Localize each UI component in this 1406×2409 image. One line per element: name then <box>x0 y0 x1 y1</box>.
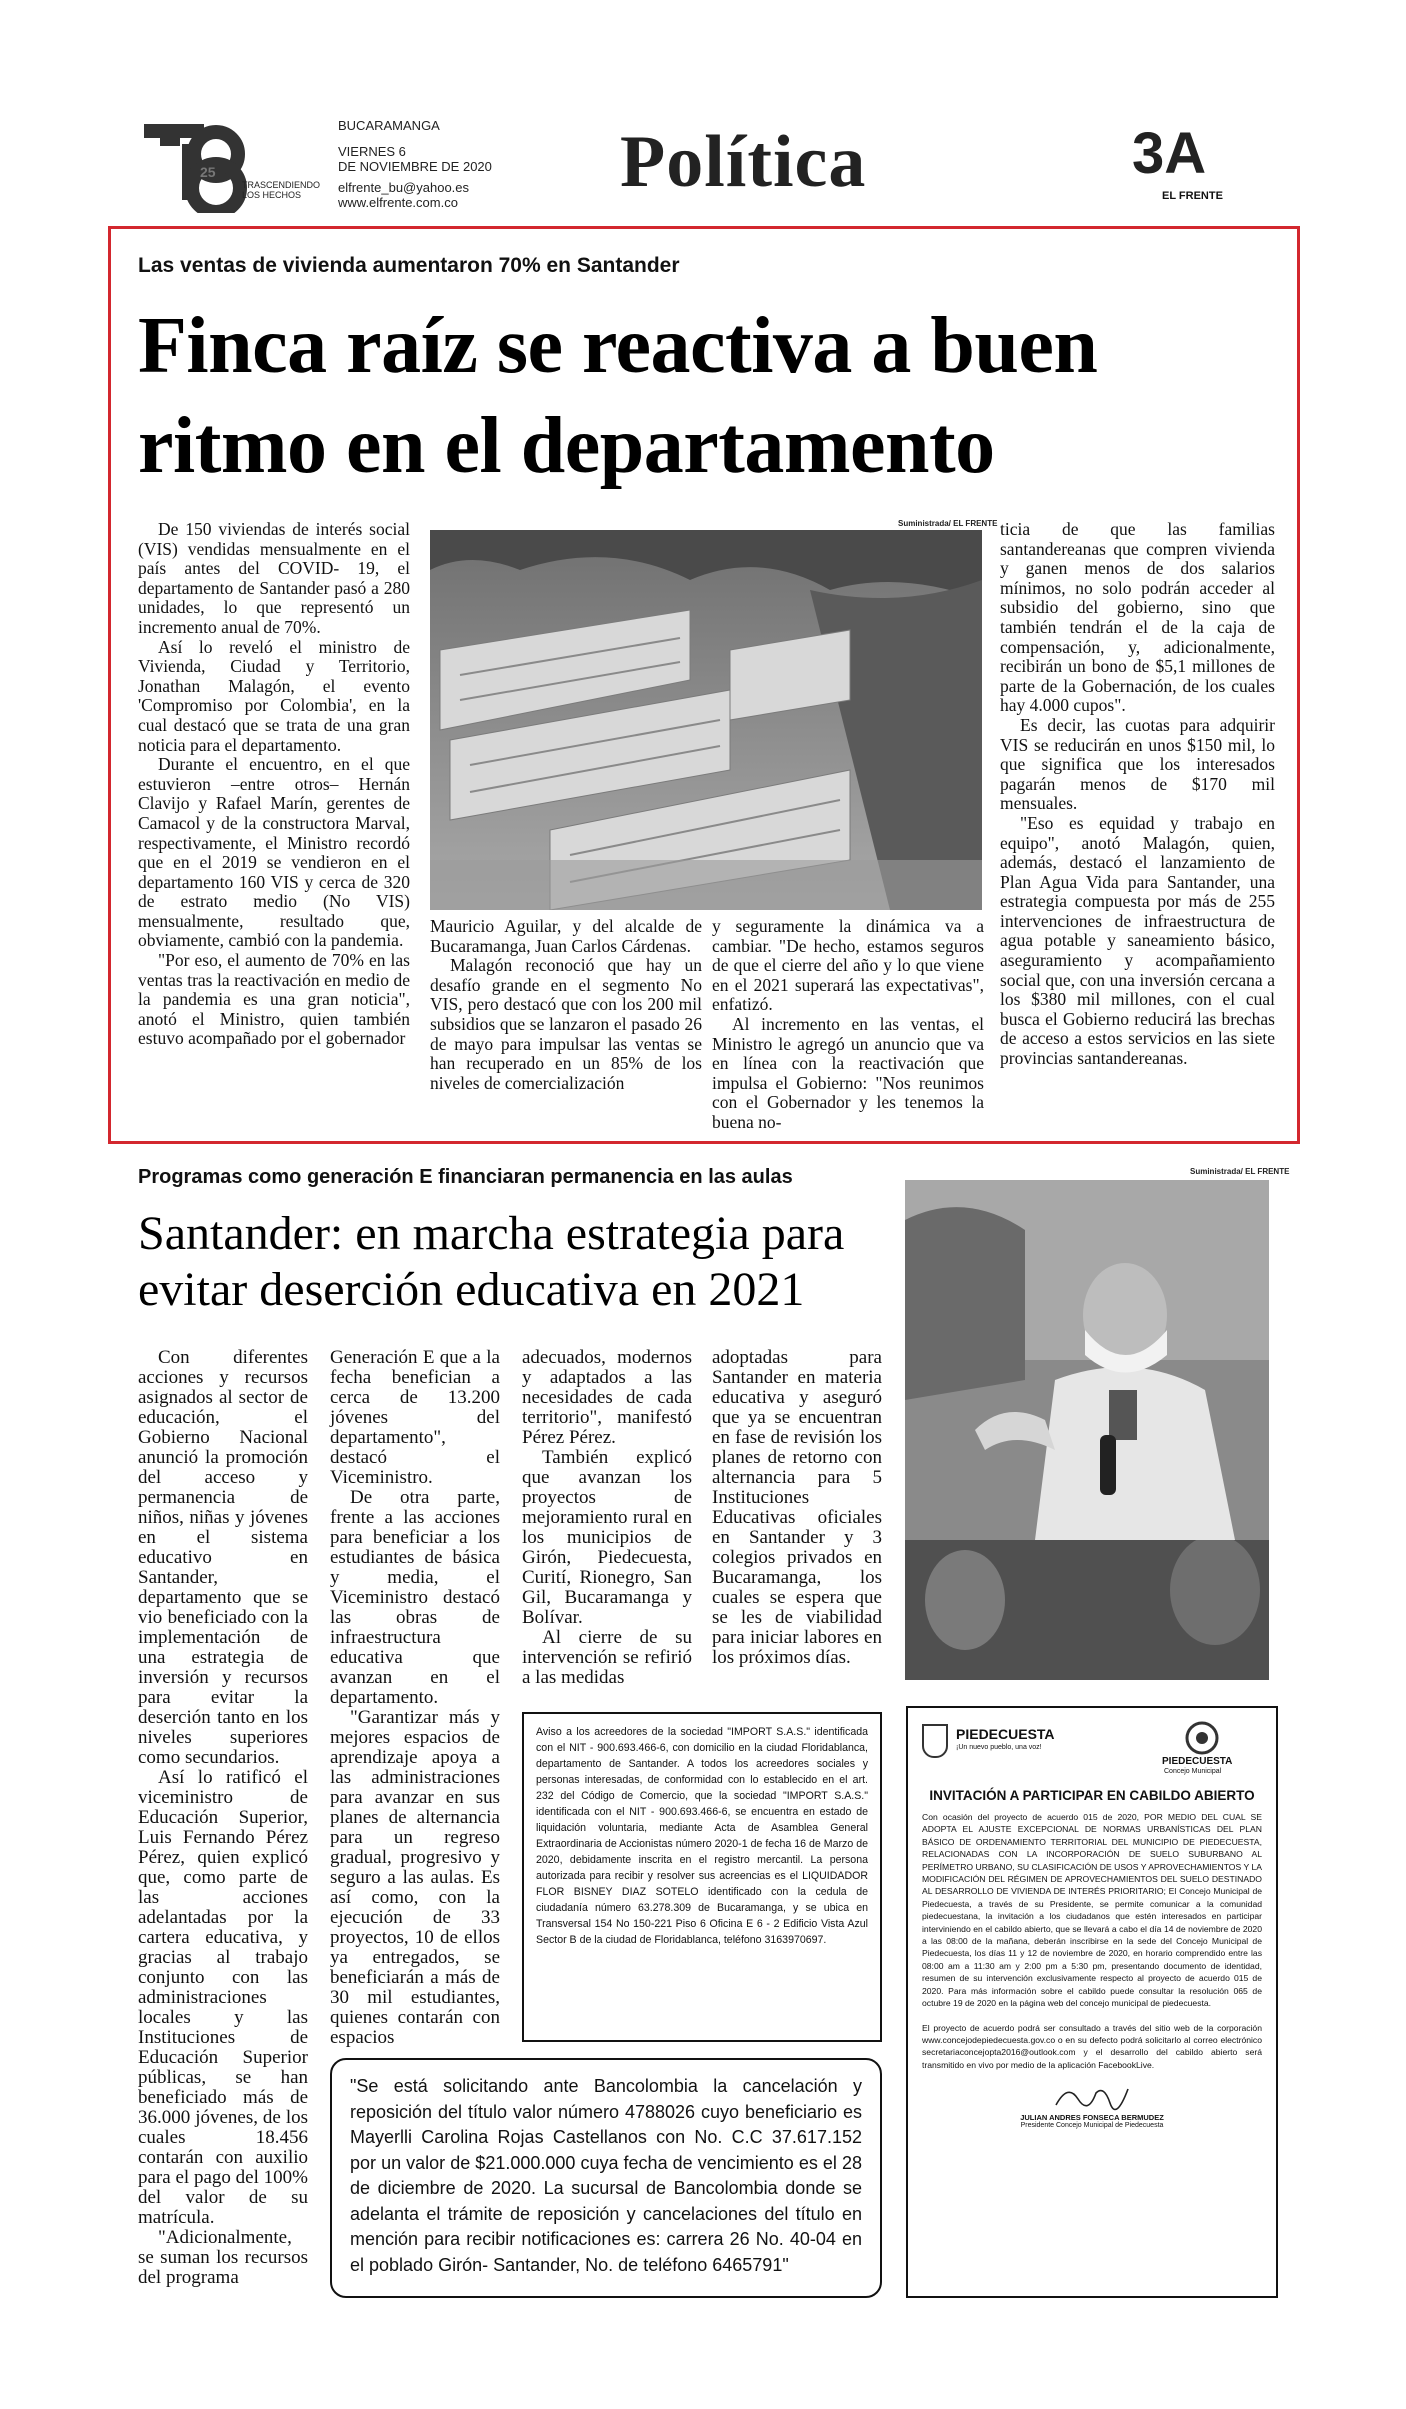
speaker-photo-illustration <box>905 1180 1269 1680</box>
article2-column-4 <box>712 1348 882 1668</box>
cabildo-logo-right-name: PIEDECUESTA <box>1162 1756 1233 1767</box>
cabildo-signer-name: JULIAN ANDRES FONSECA BERMUDEZ <box>1020 2113 1164 2123</box>
vice-minister-photo <box>905 1180 1269 1680</box>
article1-paragraph: ticia de que las familias santandereanas que compren vivienda y ganen menos de dos salarios mínimos, no solo podrán acceder al subsidio del gobierno, sino que también tendrán el de la caja de compensación, y, adicionalmente, recibirán un bono de $5,1 millones de parte de la Gobernación, de los cuales hay 4.000 cupos". <box>1000 519 1275 716</box>
article2-headline-line2: evitar deserción educativa en 2021 <box>138 1263 805 1316</box>
article1-column-1 <box>138 520 410 1049</box>
article2-paragraph: También explicó que avanzan los proyectos de mejoramiento rural en los municipios de Girón, Piedecuesta, Curití, Rionegro, San Gil, Bucaramanga y Bolívar. <box>522 1447 692 1628</box>
newspaper-logo <box>140 118 320 213</box>
article1-paragraph: Malagón reconoció que hay un desafío grande en el segmento No VIS, pero destacó que con los 200 mil subsidios que se lanzaron el pasado 26 de mayo para impulsar las ventas se han recuperado en un 85% de los niveles de comercialización <box>430 955 702 1093</box>
cabildo-signer-title: Presidente Concejo Municipal de Piedecuesta <box>1020 2122 1164 2130</box>
page-paper-name: EL FRENTE <box>1162 190 1223 202</box>
article1-paragraph: Es decir, las cuotas para adquirir VIS se reducirán en unos $150 mil, lo que significa que los interesados pagarán menos de $170 mil mensuales. <box>1000 714 1275 814</box>
article2-paragraph: Al cierre de su intervención se refirió a las medidas <box>522 1627 692 1688</box>
article2-photo-credit: Suministrada/ EL FRENTE <box>1190 1167 1290 1176</box>
article2-paragraph: adoptadas para Santander en materia educativa y aseguró que ya se encuentran en fase de revisión los planes de retorno con alternancia para 5 Instituciones Educativas oficiales en Santander y 3 colegios privados en Bucaramanga, los cuales se espera que se les de viabilidad para iniciar labores en los próximos días. <box>712 1347 882 1668</box>
article2-column-3 <box>522 1348 692 1688</box>
article1-paragraph: Durante el encuentro, en el que estuvieron –entre otros– Hernán Clavijo y Rafael Marín, gerentes de Camacol y de la constructora Marval, respectivamente, el Ministro recordó que en el 2019 se vendieron en el departamento 160 VIS y cerca de 320 de estrato medio (No VIS) mensualmente, resultado que, obviamente, cambió con la pandemia. <box>138 754 410 951</box>
page-number: 3A <box>1132 121 1207 186</box>
masthead-city: BUCARAMANGA <box>338 118 440 133</box>
article1-column-3 <box>712 917 984 1133</box>
article1-paragraph: Mauricio Aguilar, y del alcalde de Bucaramanga, Juan Carlos Cárdenas. <box>430 916 702 956</box>
article1-paragraph: Así lo reveló el ministro de Vivienda, Ciudad y Territorio, Jonathan Malagón, el evento 'Compromiso por Colombia', en la cual destacó que se trata de una gran noticia para el departamento. <box>138 636 410 755</box>
cabildo-outro: El proyecto de acuerdo podrá ser consultado a través del sitio web de la corporación www.concejodepiedecuesta.gov.co o en su defecto podrá solicitarlo al correo electrónico secretariaconcejopta2016@outlook.com y el desarrollo del cabildo abierto será transmitido en vivo por medio de la aplicación FacebookLive. <box>922 2022 1262 2070</box>
article2-column-2 <box>330 1348 500 2048</box>
masthead-email[interactable]: elfrente_bu@yahoo.es <box>338 180 470 195</box>
cabildo-logo-left-name: PIEDECUESTA <box>956 1726 1055 1742</box>
article1-paragraph: "Por eso, el aumento de 70% en las ventas tras la reactivación en medio de la pandemia es una gran noticia", anotó el Ministro, quien también estuvo acompañado por el gobernador <box>138 950 410 1049</box>
logo-years: 25 <box>200 164 216 180</box>
cabildo-intro: Con ocasión del proyecto de acuerdo 015 de 2020, POR MEDIO DEL CUAL SE ADOPTA EL AJUSTE EXCEPCIONAL DE NORMAS URBANÍSTICAS DEL PLAN BÁSICO DE ORDENAMIENTO TERRITORIAL DEL MUNICIPIO DE PIEDECUESTA, RELACIONADAS CON LA INCORPORACIÓN DE SUELO SUBURBANO AL PERÍMETRO URBANO, SU CLASIFICACIÓN DE USOS Y APROVECHAMIENTOS Y LA MODIFICACIÓN DEL RÉGIMEN DE APROVECHAMIENTOS DEL SUELO DESTINADO AL DESARROLLO DE VIVIENDA DE INTERÉS PRIORITARIO; El Concejo Municipal de Piedecuesta, a través de su Presidente, se permite comunicar a la comunidad piedecuestana, la invitación a los ciudadanos que estén interesados en participar interviniendo en el cabildo abierto, que se llevará a cabo el día 14 de noviembre de 2020 a las 08:00 de la mañana, deberán inscribirse en la sede del Concejo Municipal de Piedecuesta, los días 11 y 12 de noviembre de 2020, en horario comprendido entre las 08:00 am a 11:30 am y 2:00 pm a 5:30 pm, presentando documento de identidad, resumen de su intervención exclusivamente respecto al proyecto de acuerdo 015 de 2020. Para más información sobre el cabildo puede consultar la resolución 065 de octubre 19 de 2020 en la página web del concejo municipal de piedecuesta. <box>922 1812 1262 2009</box>
cabildo-logo-right-tagline: Concejo Municipal <box>1164 1768 1222 1775</box>
article1-photo-credit: Suministrada/ EL FRENTE <box>898 519 998 528</box>
article1-headline <box>138 296 1288 496</box>
housing-photo-illustration <box>430 530 982 910</box>
article2-paragraph: "Adicionalmente, se suman los recursos del programa <box>138 2227 308 2288</box>
article2-paragraph: Generación E que a la fecha benefician a cerca de 13.200 jóvenes del departamento", destacó el Viceministro. <box>330 1347 500 1488</box>
cabildo-logo-left-tagline: ¡Un nuevo pueblo, una voz! <box>956 1744 1042 1751</box>
article2-paragraph: adecuados, modernos y adaptados a las necesidades de cada territorio", manifestó Pérez Pérez. <box>522 1347 692 1448</box>
concejo-logo-icon <box>1184 1720 1220 1756</box>
masthead-info <box>338 118 492 210</box>
masthead-website[interactable]: www.elfrente.com.co <box>338 195 458 210</box>
article1-headline-line2: ritmo en el departamento <box>138 402 995 490</box>
article1-headline-line1: Finca raíz se reactiva a buen <box>138 302 1098 390</box>
article2-kicker: Programas como generación E financiaran permanencia en las aulas <box>138 1166 793 1188</box>
cabildo-title: INVITACIÓN A PARTICIPAR EN CABILDO ABIERTO <box>929 1788 1255 1803</box>
article1-paragraph: "Eso es equidad y trabajo en equipo", anotó Malagón, quien, además, destacó el lanzamiento de Plan Agua Vida para Santander, una estrategia compuesta por más de 255 intervenciones de infraestructura de agua potable y saneamiento básico, aseguramiento y acompañamiento social que, con una inversión cercana a los $380 mil millones, con el cual busca el Gobierno reducirá las brechas de acceso a estos servicios en las siete provincias santandereanas. <box>1000 812 1275 1069</box>
article2-column-1 <box>138 1348 308 2288</box>
cabildo-logos <box>922 1720 1262 1780</box>
article2-headline <box>138 1206 898 1318</box>
article2-paragraph: "Garantizar más y mejores espacios de aprendizaje apoya a las administraciones para avanzar en sus planes de alternancia para un regreso gradual, progresivo y seguro a las aulas. Es así como, con la ejecución de 33 proyectos, 10 de ellos ya entregados, se beneficiarán a más de 30 mil estudiantes, quienes contarán con espacios <box>330 1707 500 2048</box>
shield-icon <box>922 1724 948 1758</box>
article1-paragraph: y seguramente la dinámica va a cambiar. "De hecho, estamos seguros de que el cierre del año y lo que viene en el 2021 superará las expectativas", enfatizó. <box>712 916 984 1015</box>
article2-paragraph: Con diferentes acciones y recursos asignados al sector de educación, el Gobierno Nacional anunció la promoción del acceso y permanencia de niños, niñas y jóvenes en el sistema educativo en Santander, departamento que se vio beneficiado con la implementación de una estrategia de inversión y recursos para evitar la deserción tanto en los niveles superiores como secundarios. <box>138 1347 308 1768</box>
article2-paragraph: De otra parte, frente a las acciones para beneficiar a los estudiantes de básica y media, el Viceministro destacó las obras de infraestructura educativa que avanzan en el departamento. <box>330 1487 500 1708</box>
notice-import-box <box>522 1712 882 2042</box>
masthead-date-1: VIERNES 6 <box>338 144 406 159</box>
article1-kicker: Las ventas de vivienda aumentaron 70% en Santander <box>138 254 680 277</box>
notice-bancolombia-text: "Se está solicitando ante Bancolombia la cancelación y reposición del título valor número 4788026 cuyo beneficiario es Mayerlli Carolina Rojas Castellanos con No. C.C 37.617.152 por un valor de $21.000.000 cuya fecha de vencimiento es el 28 de diciembre de 2020. La sucursal de Bancolombia donde se adelanta el trámite de reposición y cancelaciones del título en mención para recibir notificaciones es: carrera 26 No. 40-04 en el poblado Girón- Santander, No. de teléfono 6465791" <box>350 2076 862 2275</box>
housing-construction-photo <box>430 530 982 910</box>
article1-paragraph: De 150 viviendas de interés social (VIS) vendidas mensualmente en el país antes del COVID- 19, el departamento de Santander pasó a 280 unidades, lo que representó un incremento anual de 70%. <box>138 519 410 637</box>
logo-tagline-1: TRASCENDIENDO <box>242 180 321 190</box>
notice-cabildo-box <box>906 1706 1278 2298</box>
notice-bancolombia-box <box>330 2058 882 2298</box>
article2-headline-line1: Santander: en marcha estrategia para <box>138 1207 845 1260</box>
article1-column-4 <box>1000 520 1275 1069</box>
section-title: Política <box>620 121 867 203</box>
article2-paragraph: Así lo ratificó el viceministro de Educación Superior, Luis Fernando Pérez Pérez, quien explicó que, como parte de las acciones adelantadas por la cartera educativa, y gracias al trabajo conjunto con las administraciones locales y las Instituciones de Educación Superior públicas, se han beneficiado más de 36.000 jóvenes, de los cuales 18.456 contarán con auxilio para el pago del 100% del valor de su matrícula. <box>138 1767 308 2228</box>
signature-icon <box>1052 2079 1132 2113</box>
notice-import-text: Aviso a los acreedores de la sociedad "IMPORT S.A.S." identificada con el NIT - 900.693.466-6, con domicilio en la ciudad Floridablanca, departamento de Santander. A todos los acreedores sociales y personas interesadas, de conformidad con lo establecido en el art. 232 del Código de Comercio, que la sociedad "IMPORT S.A.S." identificada con el NIT - 900.693.466-6, se encuentra en estado de liquidación voluntaria, mediante Acta de Asamblea General Extraordinaria de Accionistas número 2020-1 de fecha 16 de Marzo de 2020, debidamente inscrita en el registro mercantil. La persona autorizada para recibir y resolver sus acreencias es el LIQUIDADOR FLOR BISNEY DIAZ SOTELO identificado con la cedula de ciudadanía número 63.278.309 de Bucaramanga, y se ubica en Transversal 154 No 150-221 Piso 6 Oficina E 6 - 2 Edificio Vista Azul Sector B de la ciudad de Floridablanca, teléfono 3163970697. <box>536 1726 868 1946</box>
article1-column-2 <box>430 917 702 1093</box>
logo-tagline <box>242 180 320 200</box>
masthead-date-2: DE NOVIEMBRE DE 2020 <box>338 159 492 174</box>
article1-paragraph: Al incremento en las ventas, el Ministro le agregó un anuncio que va en línea con la reactivación que impulsa el Gobierno: "Nos reunimos con el Gobernador y les tenemos la buena no- <box>712 1013 984 1132</box>
logo-tagline-2: LOS HECHOS <box>242 190 302 200</box>
